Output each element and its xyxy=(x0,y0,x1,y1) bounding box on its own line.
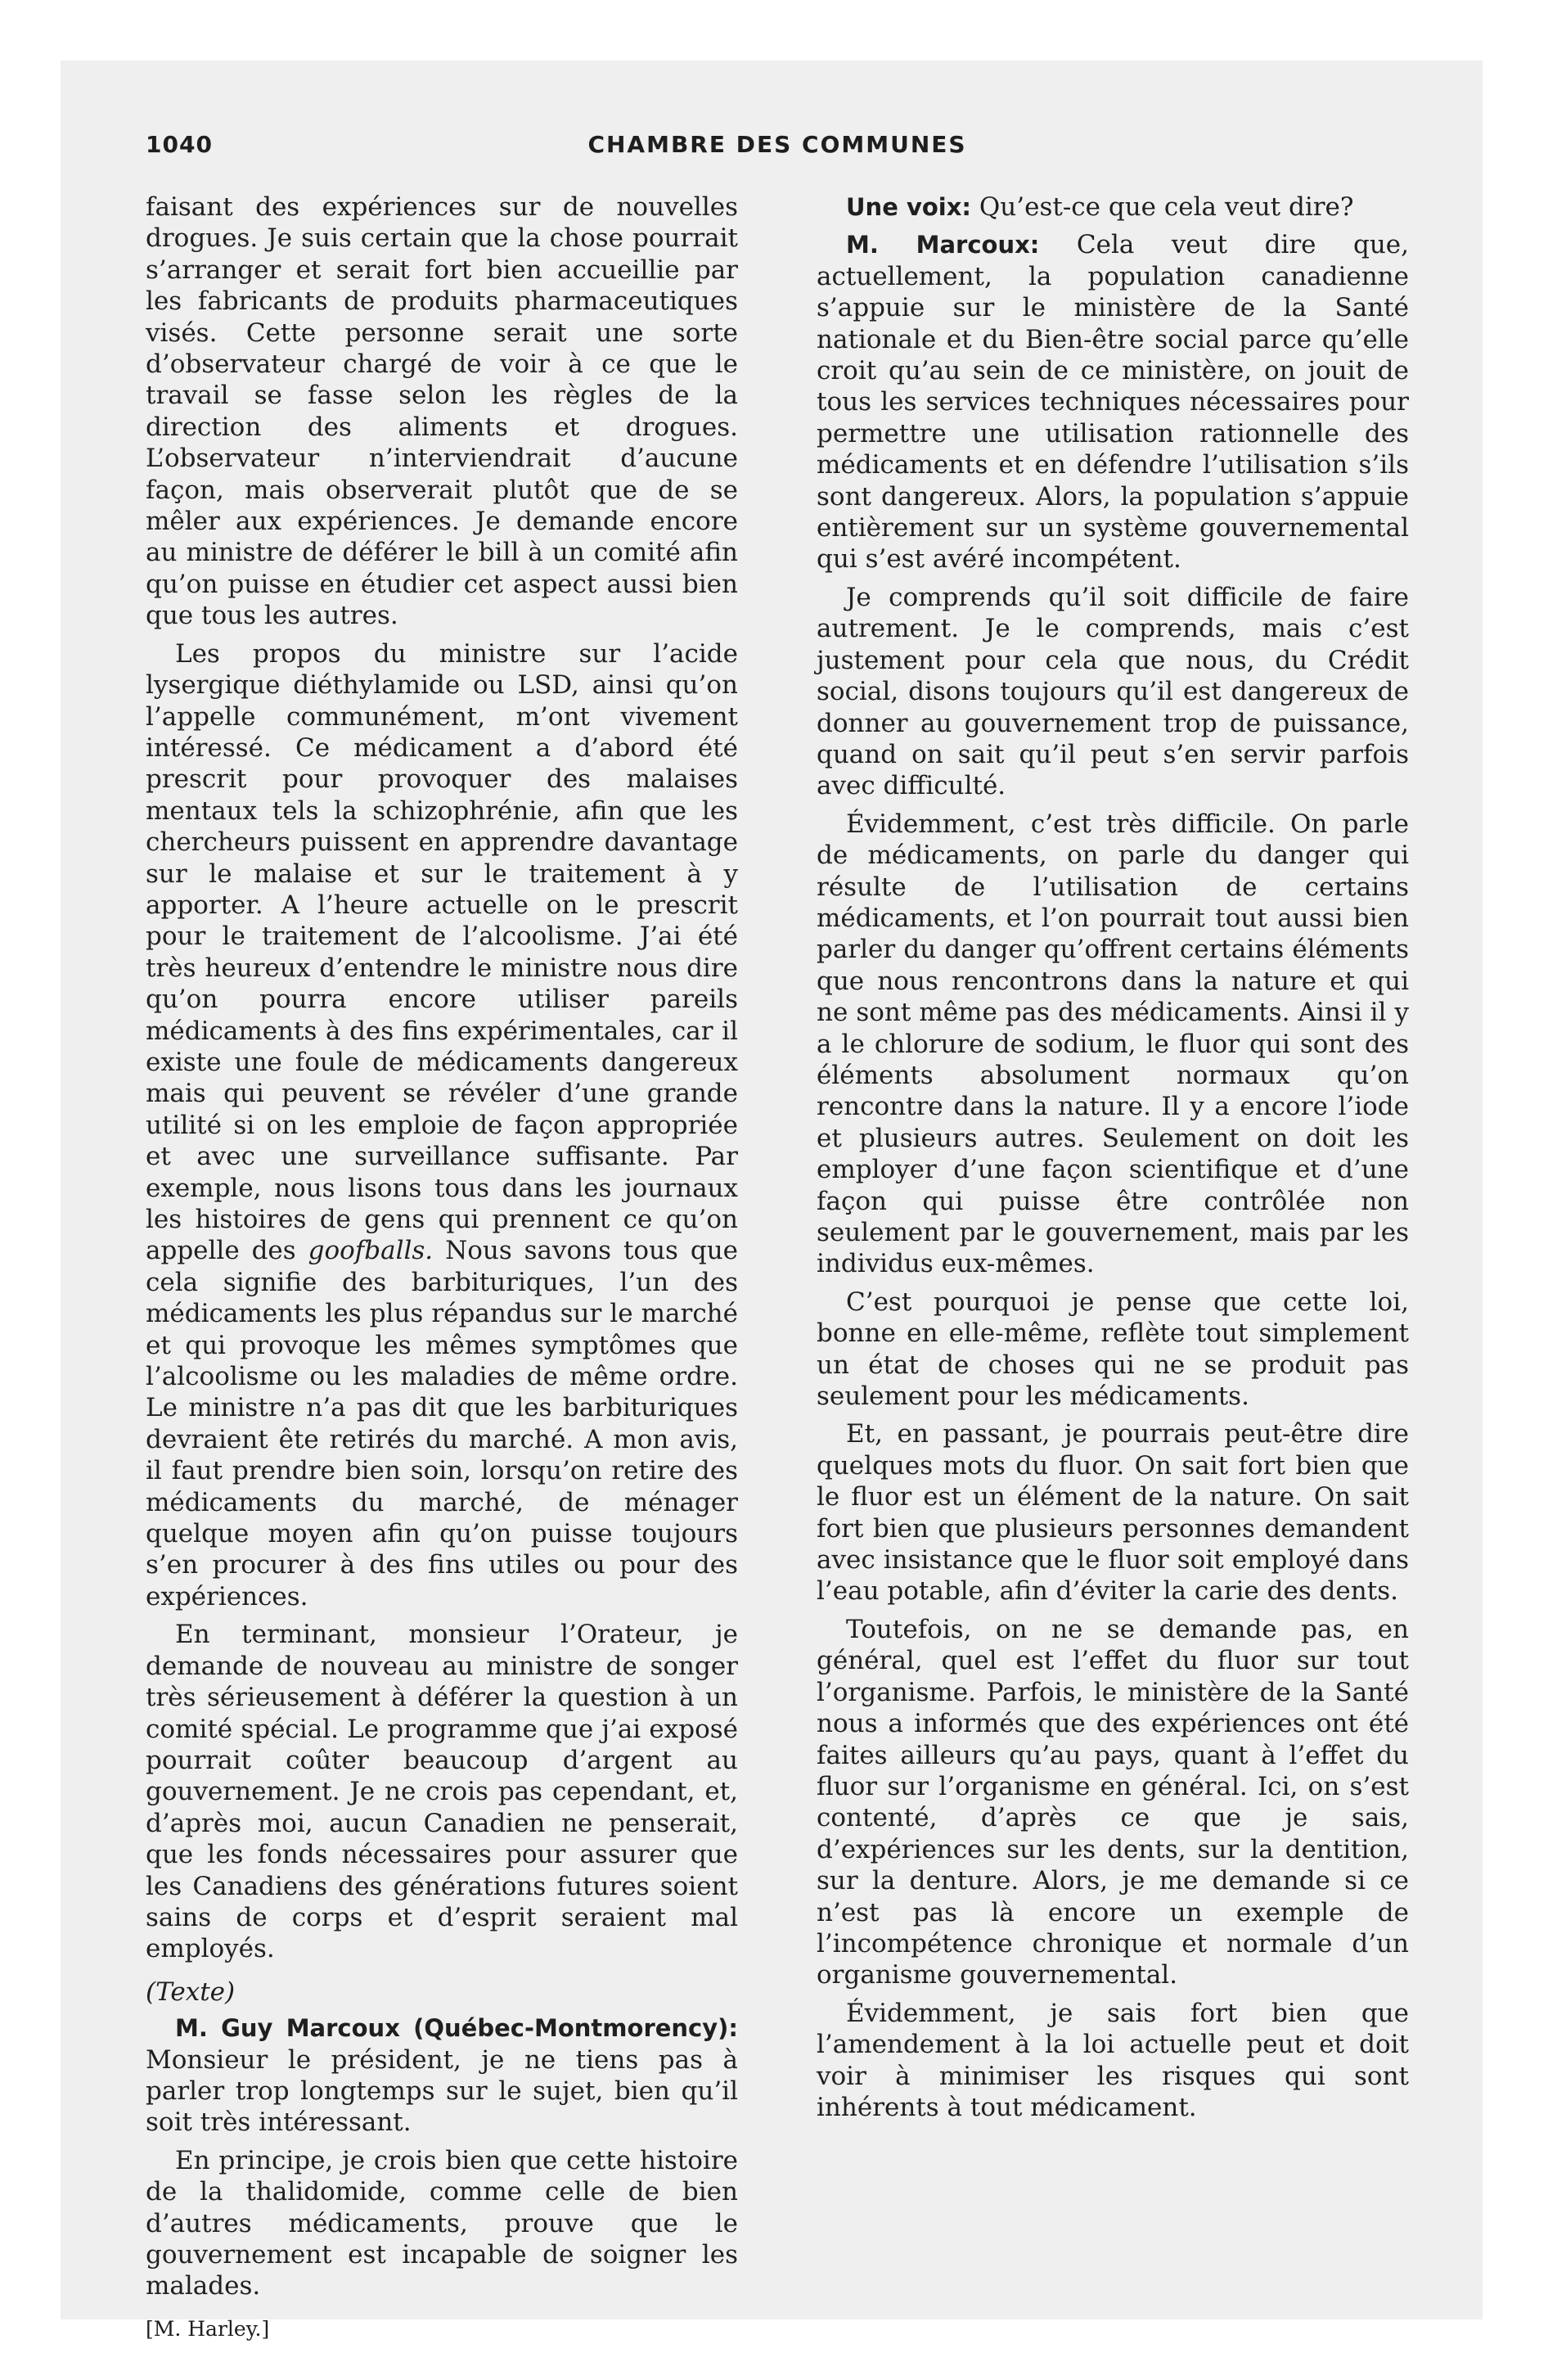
page-header xyxy=(146,131,1409,167)
running-head: CHAMBRE DES COMMUNES xyxy=(587,131,967,158)
speaker-name: M. Guy Marcoux (Québec-Montmorency): xyxy=(175,2014,738,2043)
paragraph: faisant des expériences sur de nouvelles drogues. Je suis certain que la chose pourrait s’arranger et serait fort bien accueillie par les fabricants de produits pharmaceutiques visés. Cette personne serait une sorte d’observateur chargé de voir à ce que le travail se fasse selon les règles de la direction des aliments et drogues. L’observateur n’interviendrait d’aucune façon, mais observerait plutôt que de se mêler aux expériences. Je demande encore au ministre de déférer le bill à un comité afin qu’on puisse en étudier cet aspect aussi bien que tous les autres. xyxy=(146,192,738,631)
paragraph: Je comprends qu’il soit difficile de faire autrement. Je le comprends, mais c’est justement pour cela que nous, du Crédit social, disons toujours qu’il est dangereux de donner au gouvernement trop de puissance, quand on sait qu’il peut s’en servir parfois avec difficulté. xyxy=(817,582,1409,801)
italic-term: goofballs. xyxy=(308,1236,434,1266)
paragraph xyxy=(146,638,738,1613)
author-tag: [M. Harley.] xyxy=(146,2316,270,2341)
paragraph-text: Qu’est-ce que cela veut dire? xyxy=(971,192,1354,222)
paragraph: Évidemment, c’est très difficile. On parle de médicaments, on parle du danger qui résulte de l’utilisation de certains médicaments, et l’on pourrait tout aussi bien parler du danger qu’offrent certains éléments que nous rencontrons dans la nature et qui ne sont même pas des médicaments. Ainsi il y a le chlorure de sodium, le fluor qui sont des éléments absolument normaux qu’on rencontre dans la nature. Il y a encore l’iode et plusieurs autres. Seulement on doit les employer d’une façon scientifique et d’une façon qui puisse être contrôlée non seulement par le gouvernement, mais par les individus eux-mêmes. xyxy=(817,809,1409,1279)
paragraph xyxy=(146,2013,738,2139)
section-label: (Texte) xyxy=(146,1977,236,2007)
paragraph: En principe, je crois bien que cette histoire de la thalidomide, comme celle de bien d’autres médicaments, prouve que le gouvernement est incapable de soigner les malades. xyxy=(146,2145,738,2301)
paragraph xyxy=(817,229,1409,575)
paragraph-text: Nous savons tous que cela signifie des barbituriques, l’un des médicaments les plus répandus sur le marché et qui provoque les mêmes symptômes que l’alcoolisme ou les maladies de même ordre. Le ministre n’a pas dit que les barbituriques devraient ête retirés du marché. A mon avis, il faut prendre bien soin, lorsqu’on retire des médicaments du marché, de ménager quelque moyen afin qu’on puisse toujours s’en procurer à des fins utiles ou pour des expériences. xyxy=(146,1236,739,1611)
paragraph: C’est pourquoi je pense que cette loi, bonne en elle-même, reflète tout simplement un état de choses qui ne se produit pas seulement pour les médicaments. xyxy=(817,1287,1409,1412)
speaker-name: Une voix: xyxy=(846,193,972,221)
paragraph: En terminant, monsieur l’Orateur, je demande de nouveau au ministre de songer très sérieusement à déférer la question à un comité spécial. Le programme que j’ai exposé pourrait coûter beaucoup d’argent au gouvernement. Je ne crois pas cependant, et, d’après moi, aucun Canadien ne penserait, que les fonds nécessaires pour assurer que les Canadiens des générations futures soient sains de corps et d’esprit seraient mal employés. xyxy=(146,1620,738,1964)
paragraph: Toutefois, on ne se demande pas, en général, quel est l’effet du fluor sur tout l’organisme. Parfois, le ministère de la Santé nous a informés que des expériences ont été faites ailleurs qu’au pays, quant à l’effet du fluor sur l’organisme en général. Ici, on s’est contenté, d’après ce que je sais, d’expériences sur les dents, sur la dentition, sur la denture. Alors, je me demande si ce n’est pas là encore un exemple de l’incompétence chronique et normale d’un organisme gouvernemental. xyxy=(817,1614,1409,1990)
page xyxy=(61,61,1483,2341)
left-column xyxy=(146,192,739,2341)
paragraph: Et, en passant, je pourrais peut-être dire quelques mots du fluor. On sait fort bien que le fluor est un élément de la nature. On sait fort bien que plusieurs personnes demandent avec insistance que le fluor soit employé dans l’eau potable, afin d’éviter la carie des dents. xyxy=(817,1419,1409,1607)
paragraph: Évidemment, je sais fort bien que l’amendement à la loi actuelle peut et doit voir à minimiser les risques qui sont inhérents à tout médicament. xyxy=(817,1998,1409,2122)
paragraph-text: Les propos du ministre sur l’acide lysergique diéthylamide ou LSD, ainsi qu’on l’appelle communément, m’ont vivement intéressé. Ce médicament a d’abord été prescrit pour provoquer des malaises mentaux tels la schizophrénie, afin que les chercheurs puissent en apprendre davantage sur le malaise et sur le traitement à y apporter. A l’heure actuelle on le prescrit pour le traitement de l’alcoolisme. J’ai été très heureux d’entendre le ministre nous dire qu’on pourra encore utiliser pareils médicaments à des fins expérimentales, car il existe une foule de médicaments dangereux mais qui peuvent se révéler d’une grande utilité si on les emploie de façon appropriée et avec une surveillance suffisante. Par exemple, nous lisons tous dans les journaux les histoires de gens qui prennent ce qu’on appelle des xyxy=(146,638,738,1266)
paragraph-text: Monsieur le président, je ne tiens pas à parler trop longtemps sur le sujet, bien qu’il soit très intéressant. xyxy=(146,2044,738,2138)
right-column xyxy=(817,192,1409,2197)
page-number: 1040 xyxy=(146,131,213,158)
speaker-name: M. Marcoux: xyxy=(846,231,1040,259)
paragraph xyxy=(817,192,1409,223)
paragraph-text: Cela veut dire que, actuellement, la population canadienne s’appuie sur le ministère de la Santé nationale et du Bien-être social parce qu’elle croit qu’au sein de ce ministère, on jouit de tous les services techniques nécessaires pour permettre une utilisation rationnelle des médicaments et en défendre l’utilisation s’ils sont dangereux. Alors, la population s’appuie entièrement sur un système gouvernemental qui s’est avéré incompétent. xyxy=(817,230,1410,575)
